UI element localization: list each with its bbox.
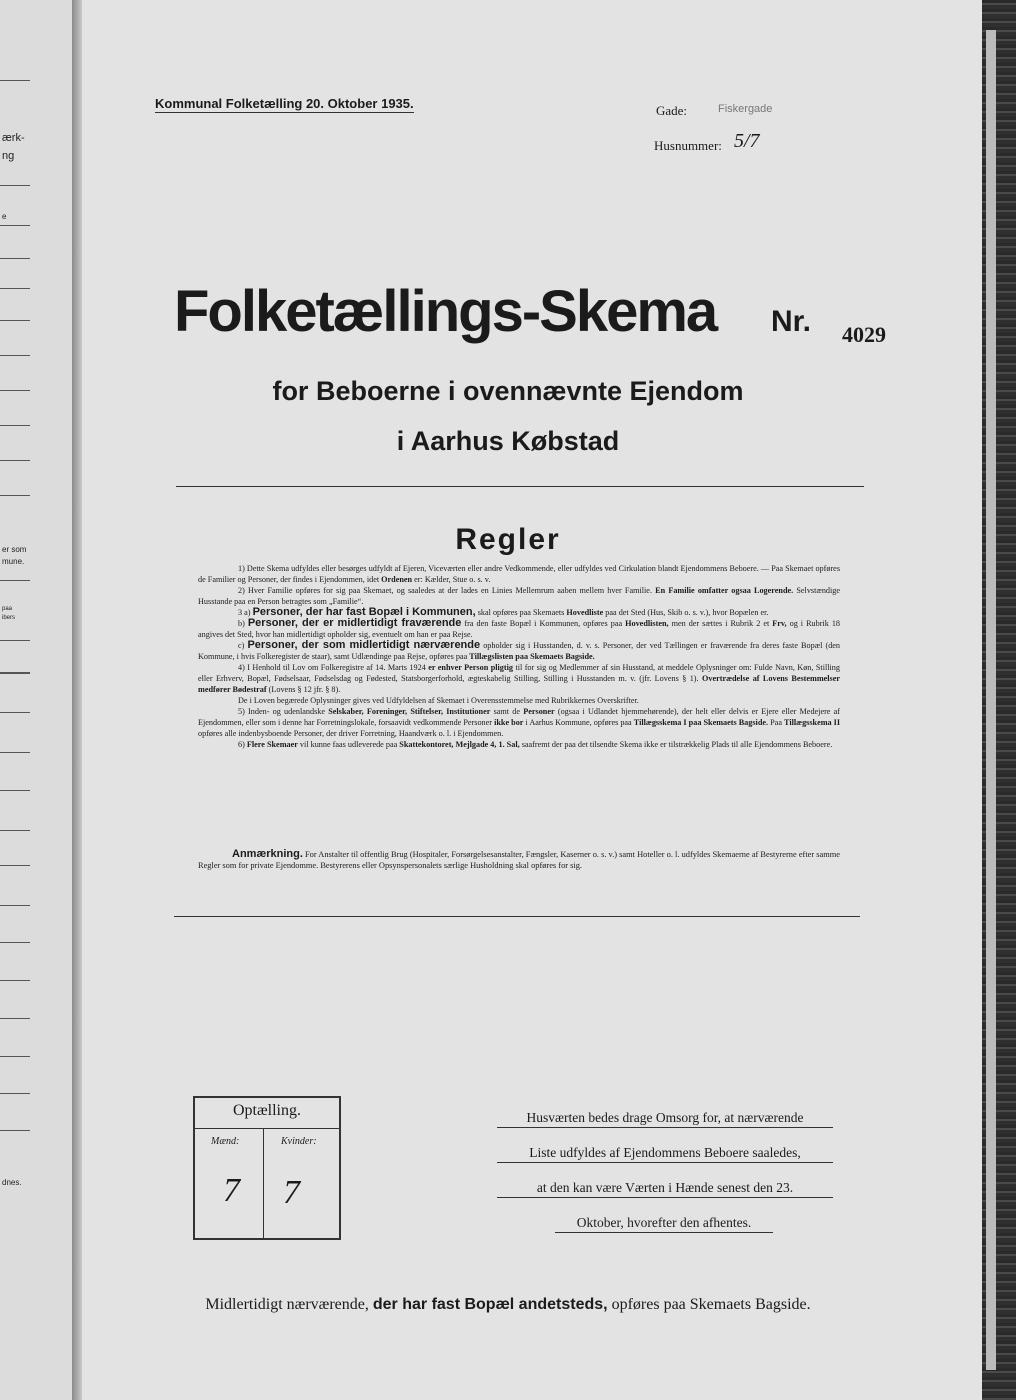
annotation-text: For Anstalter til offentlig Brug (Hospitaler, Forsørgelsesanstalter, Fængsler, Kaserner o. s. v.) samt Hoteller o. l. udfyldes Skemaerne af Bestyrerne efter samme Regler som for private Ejendomme. Bestyrerens eller Opsynspersonalets særlige Husholdning skal opføres for sig. <box>198 850 840 870</box>
left-page-rule <box>0 225 30 226</box>
women-count: 7 <box>283 1174 300 1211</box>
left-page-fragment: mune. <box>2 557 25 566</box>
left-page-rule <box>0 320 30 321</box>
annotation-label: Anmærkning. <box>232 848 303 860</box>
left-page-fragment: paa <box>2 606 13 612</box>
page-stack-edge <box>982 0 1016 1400</box>
left-page-rule <box>0 258 30 259</box>
left-page-rule <box>0 865 30 866</box>
left-page-rule <box>0 640 30 641</box>
count-box-title: Optælling. <box>232 1102 301 1119</box>
rule-3c: c) Personer, der som midlertidigt nærværende opholder sig i Husstanden, d. v. s. Personer, der ved Tællingen er fraværende fra deres faste Bopæl (den Kommune, i hvis Folkeregister de staar), samt Udlændinge paa Rejse, opføres paa Tillægslisten paa Skemaets Bagside. <box>198 639 841 661</box>
count-box <box>193 1096 341 1240</box>
women-label: Kvinder: <box>281 1136 317 1147</box>
count-box-divider <box>195 1128 339 1129</box>
left-page-rule <box>0 495 30 496</box>
left-page-rule <box>0 790 30 791</box>
left-page-rule <box>0 1130 30 1131</box>
rule-4b: De i Loven begærede Oplysninger gives ved Udfyldelsen af Skemaet i Overensstemmelse med Rubrikkernes Overskrifter. <box>238 696 639 705</box>
left-page-rule <box>0 942 30 943</box>
left-page-rule <box>0 355 30 356</box>
annotation-note <box>198 849 840 871</box>
left-page-rule <box>0 1056 30 1057</box>
left-page-rule <box>0 672 30 674</box>
landlord-notice-line: Liste udfyldes af Ejendommens Beboere saaledes, <box>497 1145 833 1163</box>
rule-4: 4) I Henhold til Lov om Folkeregistre af 14. Marts 1924 er enhver Person pligtig til for sig og Medlemmer af sin Husstand, at meddele Oplysninger om: Fulde Navn, Køn, Stilling eller Erhverv, Bopæl, Fødselsaar, Fødselsdag og Fødested, Statsborgerforhold, ægteskabelig Stilling, Stilling i Husstanden m. v. (jfr. Lovens § 1). Overtrædelse af Lovens Bestemmelser medfører Bødestraf (Lovens § 12 jfr. § 8). <box>198 663 841 694</box>
left-page-rule <box>0 712 30 713</box>
rule-1: 1) Dette Skema udfyldes eller besørges udfyldt af Ejeren, Viceværten eller andre Vedkommende, eller udfyldes ved Cirkulation blandt Ejendommens Beboere. — Paa Skemaet opføres de Familier og Personer, der findes i Ejendommen, idet Ordenen er: Kælder, Stue o. s. v. <box>198 564 840 584</box>
left-page-rule <box>0 580 30 581</box>
rule-2: 2) Hver Familie opføres for sig paa Skemaet, og saaledes at der lades en Linies Mellemrum aaben mellem hver Familie. En Familie omfatter ogsaa Logerende. Selvstændige Husstande paa en Person betragtes som „Familie“. <box>198 586 841 606</box>
left-page-rule <box>0 460 30 461</box>
form-title: Folketællings-Skema <box>174 279 717 344</box>
house-number-value: 5/7 <box>734 130 760 152</box>
left-page-fragment: ibers <box>2 615 16 621</box>
divider <box>174 916 860 917</box>
rule-3b: b) Personer, der er midlertidigt fraværende fra den faste Bopæl i Kommunen, opføres paa Hovedlisten, men der sættes i Rubrik 2 et Frv, og i Rubrik 18 angives det Sted, hvor han midlertidigt opholder sig, eventuelt om han er paa Rejse. <box>198 617 841 639</box>
count-box-divider <box>263 1128 264 1238</box>
form-subtitle: for Beboerne i ovennævnte Ejendom <box>272 376 744 406</box>
left-page-rule <box>0 185 30 186</box>
house-number-label: Husnummer: <box>654 138 722 153</box>
street-label: Gade: <box>656 103 688 118</box>
form-number-value: 4029 <box>842 322 886 347</box>
left-page-fragment: ærk- <box>2 132 25 144</box>
footer-note: Midlertidigt nærværende, der har fast Bopæl andetsteds, opføres paa Skemaets Bagside. <box>205 1296 811 1313</box>
landlord-notice-line: Husværten bedes drage Omsorg for, at nærværende <box>497 1110 833 1128</box>
divider <box>176 486 864 487</box>
rule-5: 5) Inden- og udenlandske Selskaber, Foreninger, Stiftelser, Institutioner samt de Personer (ogsaa i Udlandet hjemmehørende), der helt eller delvis er Ejere eller Medejere af Ejendommen, eller som i denne har Forretningslokale, forsaavidt vedkommende Personer ikke bor i Aarhus Kommune, opføres paa Tillægsskema I paa Skemaets Bagside. Paa Tillægsskema II opføres alle indenbysboende Personer, der driver Forretning, Haandværk o. l. i Ejendommen. <box>198 707 841 738</box>
left-page-rule <box>0 80 30 81</box>
left-page-rule <box>0 980 30 981</box>
landlord-notice-line: Oktober, hvorefter den afhentes. <box>555 1215 773 1233</box>
left-facing-page <box>0 0 74 1400</box>
left-page-fragment: e <box>2 212 7 221</box>
left-page-rule <box>0 1018 30 1019</box>
rules-heading: Regler <box>455 523 561 556</box>
form-subtitle-city: i Aarhus Købstad <box>396 426 620 456</box>
left-page-rule <box>0 288 30 289</box>
book-gutter <box>72 0 82 1400</box>
left-page-fragment: ng <box>2 150 15 162</box>
rule-6: 6) Flere Skemaer vil kunne faas udleverede paa Skattekontoret, Mejlgade 4, 1. Sal, saafremt der paa det tilsendte Skema ikke er tilstrækkelig Plads til alle Ejendommens Beboere. <box>238 740 833 749</box>
left-page-fragment: dnes. <box>2 1178 22 1187</box>
street-value: Fiskergade <box>718 103 773 115</box>
rule-3a: 3 a) Personer, der har fast Bopæl i Kommunen, skal opføres paa Skemaets Hovedliste paa det Sted (Hus, Skib o. s. v.), hvor Bopælen er. <box>238 606 769 618</box>
left-page-rule <box>0 1093 30 1094</box>
rules-text <box>198 563 840 750</box>
census-header: Kommunal Folketælling 20. Oktober 1935. <box>155 96 414 111</box>
men-label: Mænd: <box>211 1136 240 1147</box>
left-page-rule <box>0 905 30 906</box>
men-count: 7 <box>223 1172 240 1209</box>
landlord-notice-line: at den kan være Værten i Hænde senest den 23. <box>497 1180 833 1198</box>
left-page-rule <box>0 752 30 753</box>
left-page-fragment: er som <box>2 545 27 554</box>
left-page-rule <box>0 830 30 831</box>
form-number-label: Nr. <box>771 305 812 338</box>
